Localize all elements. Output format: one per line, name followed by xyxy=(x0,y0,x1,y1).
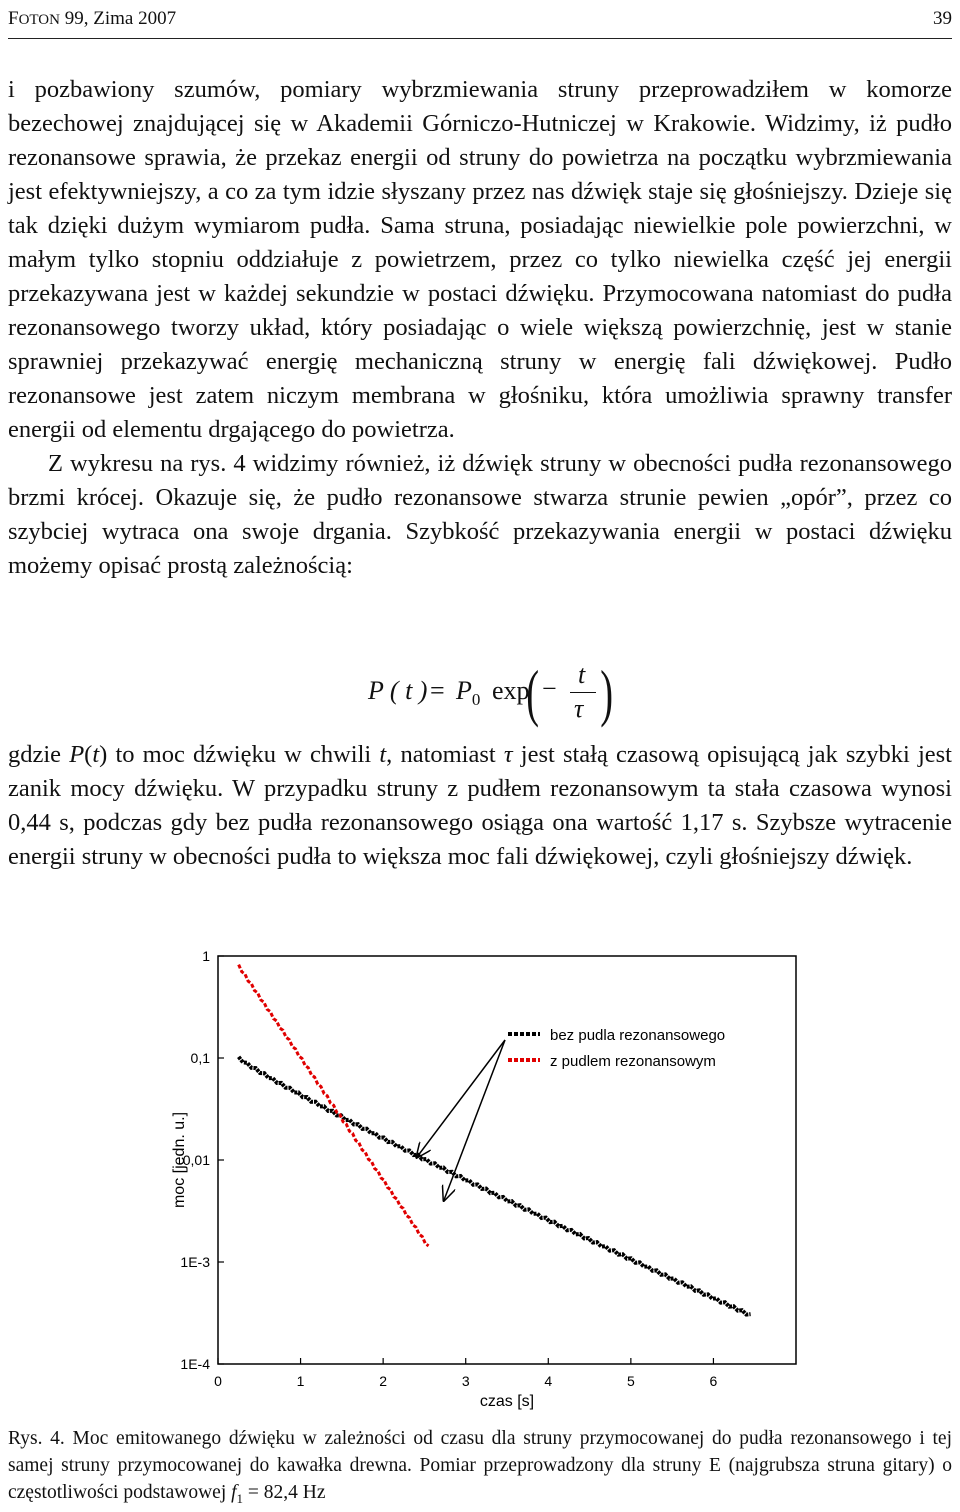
legend-label-black: bez pudla rezonansowego xyxy=(550,1027,726,1044)
formula-exp: exp xyxy=(492,676,530,705)
formula-fraction-bar xyxy=(570,692,596,693)
x-tick-label: 5 xyxy=(626,1373,635,1389)
x-tick-label: 0 xyxy=(214,1373,222,1389)
caption-text: Rys. 4. Moc emitowanego dźwięku w zależności od czasu dla struny przymocowanej do pudła rezonansowego i tej samej struny przymocowanej do kawałka drewna. Pomiar przeprowadzony dla struny E (najgrubsza struna gitary) o częstotliwości podstawowej $f_1 = 82,4$ Hz xyxy=(8,1428,952,1506)
formula-right-paren: ) xyxy=(600,657,614,728)
y-tick-label: 1 xyxy=(202,950,210,964)
figure-chart xyxy=(160,950,810,1420)
formula-minus: − xyxy=(542,674,557,703)
y-tick-label: 1E-3 xyxy=(180,1254,210,1270)
x-axis-label: czas [s] xyxy=(479,1393,535,1410)
paragraph-1: i pozbawiony szumów, pomiary wybrzmiewania struny przeprowadziłem w komorze bezechowej znajdującej się w Akademii Górniczo-Hutniczej w Krakowie. Widzimy, iż pudło rezonansowe sprawia, że przekaz energii od struny do powietrza na początku wybrzmiewania jest efektywniejszy, a co za tym idzie słyszany przez nas dźwięk staje się głośniejszy. Dzieje się tak dzięki dużym wymiarom pudła. Sama struna, posiadając niewielkie pole powierzchni, w małym tylko stopniu oddziałuje z powietrzem, przez co tylko niewielka część jej energii przekazywana jest w każdej sekundzie w postaci dźwięku. Przymocowana natomiast do pudła rezonansowego tworzy układ, który posiadając o wiele większą powierzchnię, jest w stanie sprawniej przekazywać energię mechaniczną struny w energię fali dźwiękowej. Pudło rezonansowe jest zatem niczym membrana w głośniku, która umożliwia sprawny transfer energii od elementu drgającego do powietrza. xyxy=(8,76,952,443)
body-text-continued xyxy=(8,738,952,874)
y-tick-label: 1E-4 xyxy=(180,1356,210,1372)
body-text xyxy=(8,73,952,583)
x-tick-label: 4 xyxy=(544,1373,553,1389)
x-tick-label: 1 xyxy=(296,1373,305,1389)
y-tick-label: 0,01 xyxy=(182,1152,210,1168)
y-tick-label: 0,1 xyxy=(190,1050,210,1066)
formula-p0: $P_0$ xyxy=(456,676,481,710)
page-number: 39 xyxy=(933,8,952,29)
paragraph-3: gdzie P(t) to moc dźwięku w chwili t, natomiast τ jest stałą czasową opisującą jak szybki jest zanik mocy dźwięku. W przypadku struny z pudłem rezonansowym ta stała czasowa wynosi 0,44 s, podczas gdy bez pudła rezonansowego osiąga ona wartość 1,17 s. Szybsze wytracenie energii struny w obecności pudła to większa moc fali dźwiękowej, czyli głośniejszy dźwięk. xyxy=(8,741,952,870)
page-header xyxy=(8,4,952,39)
formula-left-paren: ( xyxy=(526,657,540,728)
x-tick-label: 2 xyxy=(379,1373,388,1389)
legend-label-red: z pudlem rezonansowym xyxy=(550,1053,716,1070)
plot-frame xyxy=(218,956,796,1364)
journal-title: FOTON 99, Zima 2007 xyxy=(8,8,177,29)
formula-numerator: t xyxy=(578,660,586,689)
x-tick-label: 6 xyxy=(709,1373,718,1389)
figure-caption xyxy=(8,1425,952,1512)
y-axis-label: moc [jedn. u.] xyxy=(171,1111,188,1209)
formula xyxy=(360,658,620,738)
formula-equals: = xyxy=(430,676,445,705)
formula-denominator: τ xyxy=(574,694,584,723)
x-tick-label: 3 xyxy=(461,1373,470,1389)
formula-lhs: P ( t ) xyxy=(368,676,428,705)
paragraph-2: Z wykresu na rys. 4 widzimy również, iż dźwięk struny w obecności pudła rezonansowego brzmi krócej. Okazuje się, że pudło rezonansowe stwarza strunie pewien „opór”, przez co szybciej wytraca ona swoje drgania. Szybkość przekazywania energii w postaci dźwięku możemy opisać prostą zależnością: xyxy=(8,450,952,579)
